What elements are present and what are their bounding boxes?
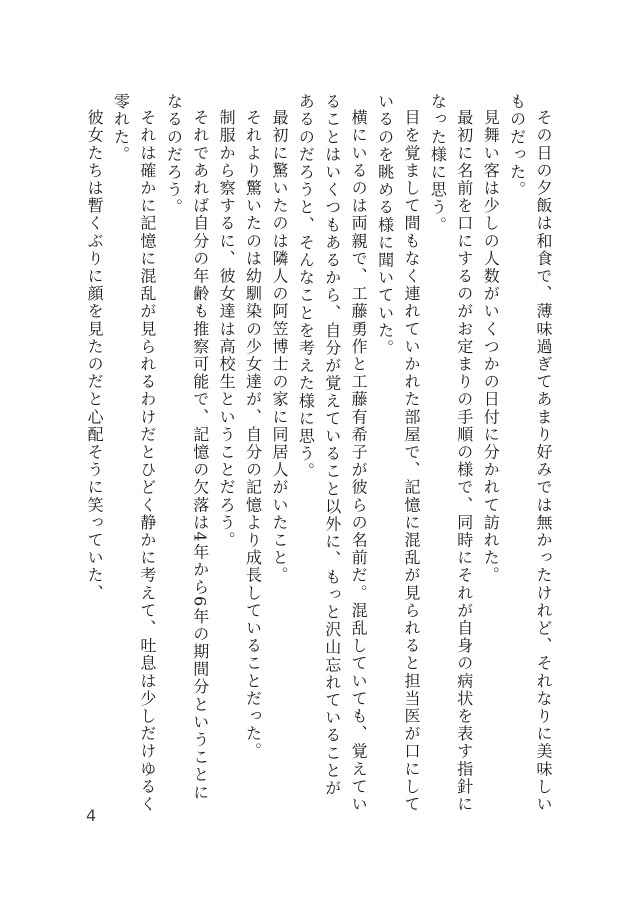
paragraph-11: 彼女たちは暫くぶりに顔を見たのだと心配そうに笑っていた、 bbox=[85, 109, 105, 602]
paragraph-6: 最初に驚いたのは隣人の阿笠博士の家に同居人がいたこと。 bbox=[269, 109, 289, 585]
paragraph-1: その日の夕飯は和食で、薄味過ぎてあまり好みでは無かったけれど、それなりに美味しいものだった。 bbox=[507, 93, 553, 813]
page-number: 4 bbox=[86, 806, 97, 825]
paragraph-10: それは確かに記憶に混乱が見られるわけだとひどく静かに考えて、吐息は少しだけゆるく零れた。 bbox=[111, 93, 157, 813]
vertical-text-body bbox=[76, 93, 556, 813]
paragraph-3: 最初に名前を口にするのがお定まりの手順の様で、同時にそれが自身の病状を表す指針になった様に思う。 bbox=[428, 93, 474, 813]
paragraph-8: 制服から察するに、彼女達は高校生ということだろう。 bbox=[217, 109, 237, 549]
paragraph-7: それより驚いたのは幼馴染の少女達が、自分の記憶より成長していることだった。 bbox=[243, 109, 263, 761]
paragraph-4: 目を覚まして間もなく連れていかれた部屋で、記憶に混乱が見られると担当医が口にしているのを眺める様に聞いていた。 bbox=[375, 93, 421, 813]
paragraph-5: 横にいるのは両親で、工藤勇作と工藤有希子が彼らの名前だ。混乱していても、覚えていることはいくつもあるから、自分が覚えていること以外に、もっと沢山忘れていることがあるのだろうと、そんなことを考えた様に思う。 bbox=[296, 93, 369, 813]
paragraph-9: それであれば自分の年齢も推察可能で、記憶の欠落は4年から6年の期間分ということになるのだろう。 bbox=[164, 93, 210, 802]
paragraph-2: 見舞い客は少しの人数がいくつかの日付に分かれて訪れた。 bbox=[481, 109, 501, 585]
